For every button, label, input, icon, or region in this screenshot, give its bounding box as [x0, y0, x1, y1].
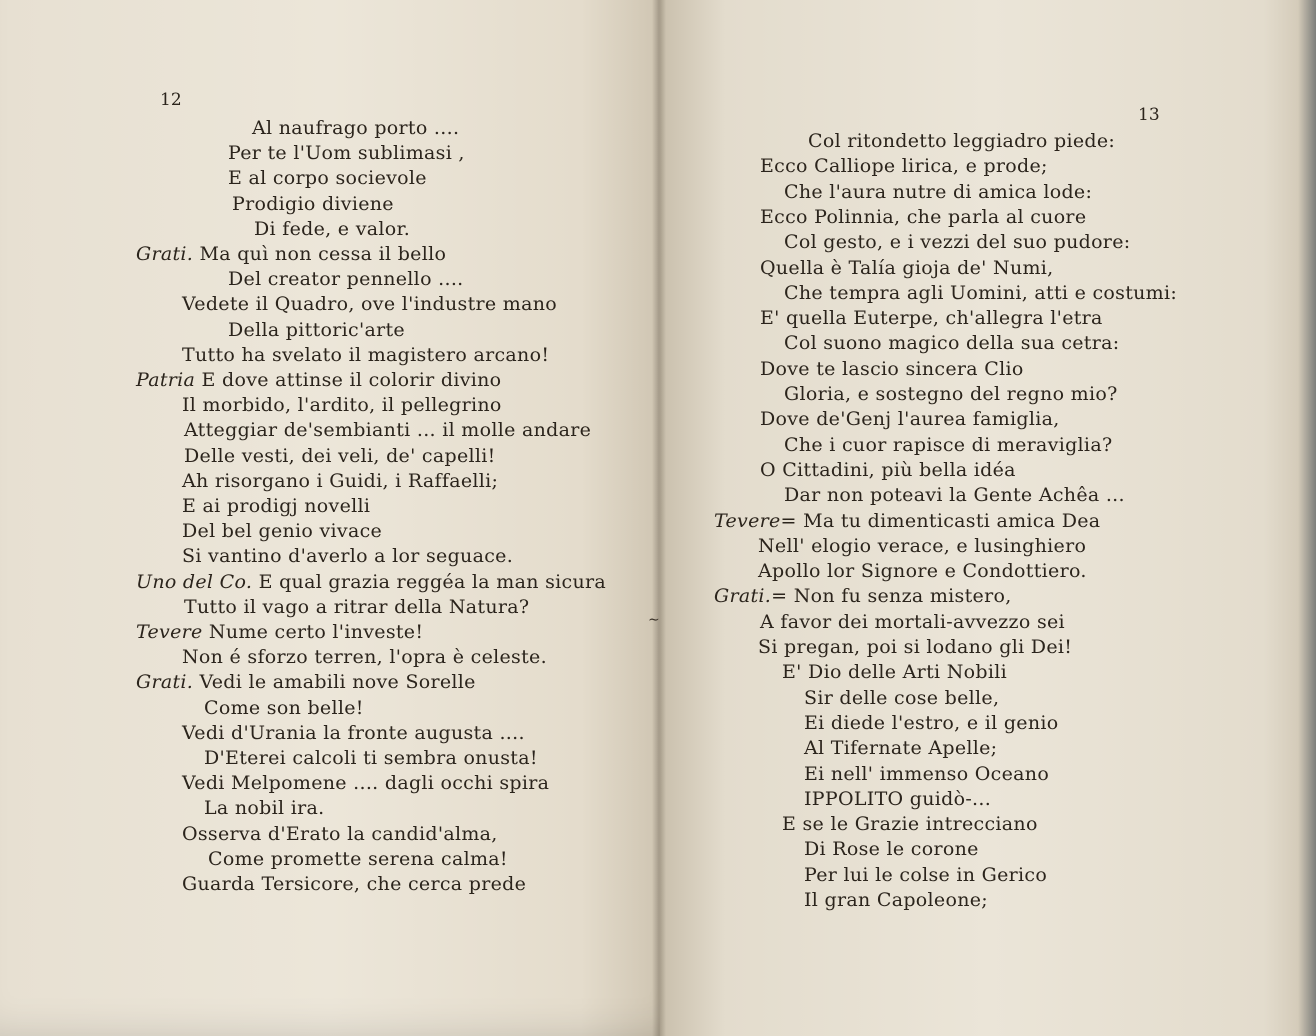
verse-text: Dar non poteavi la Gente Achêa ...	[784, 484, 1125, 507]
verse-line	[136, 369, 501, 391]
verse-line	[804, 838, 979, 860]
verse-line	[136, 571, 606, 593]
speaker-name: Tevere=	[714, 509, 797, 532]
verse-text: Delle vesti, dei veli, de' capelli!	[184, 444, 496, 467]
verse-text: Non fu senza mistero,	[793, 585, 1012, 608]
verse-line	[182, 646, 547, 668]
verse-text: Ei nell' immenso Oceano	[804, 762, 1050, 785]
verse-line	[804, 788, 991, 810]
verse-line	[184, 445, 496, 467]
verse-line	[228, 268, 464, 290]
verse-text: Quella è Talía gioja de' Numi,	[760, 256, 1054, 279]
verse-text: E al corpo socievole	[228, 167, 427, 190]
verse-text: Del bel genio vivace	[182, 520, 383, 543]
verse-line	[182, 873, 526, 895]
verse-line	[136, 243, 446, 265]
verse-line	[182, 772, 549, 794]
verse-line	[208, 848, 508, 870]
verse-text: Ecco Polinnia, che parla al cuore	[760, 205, 1087, 228]
binding-mark-icon	[648, 612, 668, 618]
speaker-name: Grati.	[136, 243, 194, 265]
verse-line	[804, 737, 997, 759]
verse-text: La nobil ira.	[204, 797, 325, 820]
verse-line	[808, 130, 1115, 152]
verse-line	[136, 671, 476, 693]
verse-text: Della pittoric'arte	[228, 318, 405, 341]
verse-text: Il morbido, l'ardito, il pellegrino	[182, 394, 502, 417]
verse-line	[228, 319, 405, 341]
verse-text: IPPOLITO guidò-...	[804, 787, 992, 810]
verse-text: Per te l'Uom sublimasi ,	[228, 142, 465, 165]
verse-line	[782, 661, 1007, 683]
verse-line	[760, 206, 1086, 228]
page-number-left: 12	[160, 90, 182, 110]
verse-line	[182, 394, 502, 416]
verse-line	[784, 434, 1112, 456]
verse-line	[182, 722, 525, 744]
verse-text: Ma tu dimenticasti amica Dea	[803, 509, 1101, 532]
verse-text: Che l'aura nutre di amica lode:	[784, 180, 1093, 203]
verse-line	[182, 293, 557, 315]
verse-line	[182, 495, 370, 517]
verse-text: O Cittadini, più bella idéa	[760, 458, 1016, 481]
verse-line	[228, 142, 465, 164]
verse-line	[804, 687, 999, 709]
verse-line	[714, 510, 1100, 532]
verse-text: Si vantino d'averlo a lor seguace.	[182, 545, 514, 568]
verse-line	[184, 596, 529, 618]
verse-text: Dove de'Genj l'aurea famiglia,	[760, 408, 1060, 431]
verse-line	[228, 167, 427, 189]
verse-text: Sir delle cose belle,	[804, 686, 1000, 709]
speaker-name: Grati.	[136, 671, 194, 694]
verse-line	[232, 193, 394, 215]
verse-text: Prodigio diviene	[232, 192, 394, 215]
verse-text: A favor dei mortali-avvezzo sei	[760, 610, 1065, 633]
verse-text: Come promette serena calma!	[208, 847, 508, 870]
verse-text: Tutto ha svelato il magistero arcano!	[182, 343, 550, 366]
verse-line	[760, 459, 1016, 481]
book-gutter	[652, 0, 666, 1036]
verse-text: E se le Grazie intrecciano	[782, 813, 1038, 836]
verse-text: E ai prodigj novelli	[182, 495, 371, 517]
verse-line	[252, 117, 459, 139]
verse-line	[758, 535, 1086, 557]
right-page	[660, 0, 1316, 1036]
verse-line	[804, 763, 1049, 785]
verse-text: Del creator pennello ....	[228, 268, 464, 291]
verse-text: Che i cuor rapisce di meraviglia?	[784, 433, 1113, 456]
verse-text: Non é sforzo terren, l'opra è celeste.	[182, 646, 547, 669]
verse-line	[784, 383, 1118, 405]
verse-line	[204, 797, 324, 819]
verse-line	[760, 408, 1060, 430]
verse-line	[782, 813, 1038, 835]
verse-text: Per lui le colse in Gerico	[804, 863, 1048, 886]
verse-text: Ei diede l'estro, e il genio	[804, 711, 1059, 734]
verse-line	[254, 218, 410, 240]
verse-line	[714, 585, 1012, 607]
verse-line	[758, 560, 1087, 582]
verse-text: Apollo lor Signore e Condottiero.	[758, 560, 1087, 583]
verse-line	[204, 747, 538, 769]
verse-text: Vedi Melpomene .... dagli occhi spira	[182, 772, 550, 795]
verse-line	[784, 332, 1119, 354]
verse-line	[182, 545, 513, 567]
verse-text: E qual grazia reggéa la man sicura	[258, 570, 606, 593]
verse-line	[760, 155, 1048, 177]
page-number-right: 13	[1138, 105, 1160, 125]
verse-text: Si pregan, poi si lodano gli Dei!	[758, 636, 1073, 658]
speaker-name: Patria	[136, 369, 196, 391]
verse-line	[804, 889, 988, 911]
verse-text: Gloria, e sostegno del regno mio?	[784, 383, 1118, 405]
verse-text: Atteggiar de'sembianti ... il molle andare	[184, 419, 592, 442]
verse-line	[136, 621, 423, 643]
verse-text: Come son belle!	[204, 696, 364, 719]
verse-text: Che tempra agli Uomini, atti e costumi:	[784, 281, 1178, 304]
verse-text: Al naufrago porto ....	[252, 117, 460, 139]
speaker-name: Grati.=	[714, 585, 788, 608]
verse-text: Ecco Calliope lirica, e prode;	[760, 155, 1048, 178]
verse-line	[760, 358, 1024, 380]
verse-text: Dove te lascio sincera Clio	[760, 357, 1024, 380]
verse-text: Al Tifernate Apelle;	[804, 737, 998, 760]
verse-line	[784, 231, 1130, 253]
verse-text: E dove attinse il colorir divino	[201, 369, 502, 391]
verse-text: Di Rose le corone	[804, 838, 979, 861]
verse-line	[182, 344, 549, 366]
verse-text: Il gran Capoleone;	[804, 889, 988, 911]
verse-line	[758, 636, 1072, 658]
verse-text: Nell' elogio verace, e lusinghiero	[758, 534, 1087, 557]
verse-text: Nume certo l'investe!	[208, 621, 424, 643]
verse-line	[182, 470, 498, 492]
verse-line	[760, 611, 1065, 633]
verse-line	[784, 282, 1177, 304]
verse-text: E' Dio delle Arti Nobili	[782, 661, 1007, 684]
verse-text: Ma quì non cessa il bello	[199, 243, 447, 265]
verse-line	[760, 307, 1103, 329]
verse-text: Ah risorgano i Guidi, i Raffaelli;	[182, 469, 499, 492]
verse-line	[804, 712, 1058, 734]
verse-text: Guarda Tersicore, che cerca prede	[182, 873, 527, 895]
verse-line	[204, 697, 364, 719]
verse-line	[784, 484, 1125, 506]
verse-text: Col gesto, e i vezzi del suo pudore:	[784, 231, 1131, 254]
verse-text: Vedi d'Urania la fronte augusta ....	[182, 721, 525, 744]
verse-text: Osserva d'Erato la candid'alma,	[182, 822, 498, 845]
verse-text: Tutto il vago a ritrar della Natura?	[184, 595, 530, 618]
verse-line	[184, 419, 591, 441]
verse-line	[784, 181, 1092, 203]
verse-text: Vedete il Quadro, ove l'industre mano	[182, 293, 557, 316]
verse-text: Vedi le amabili nove Sorelle	[199, 671, 476, 694]
verse-line	[804, 864, 1047, 886]
verse-text: Di fede, e valor.	[254, 217, 411, 240]
verse-line	[182, 520, 382, 542]
verse-text: Col suono magico della sua cetra:	[784, 332, 1120, 355]
verse-text: Col ritondetto leggiadro piede:	[808, 130, 1116, 152]
verse-text: E' quella Euterpe, ch'allegra l'etra	[760, 307, 1103, 330]
speaker-name: Uno del Co.	[136, 570, 253, 593]
speaker-name: Tevere	[136, 621, 203, 643]
verse-line	[760, 257, 1054, 279]
verse-line	[182, 823, 498, 845]
verse-text: D'Eterei calcoli ti sembra onusta!	[204, 747, 538, 769]
